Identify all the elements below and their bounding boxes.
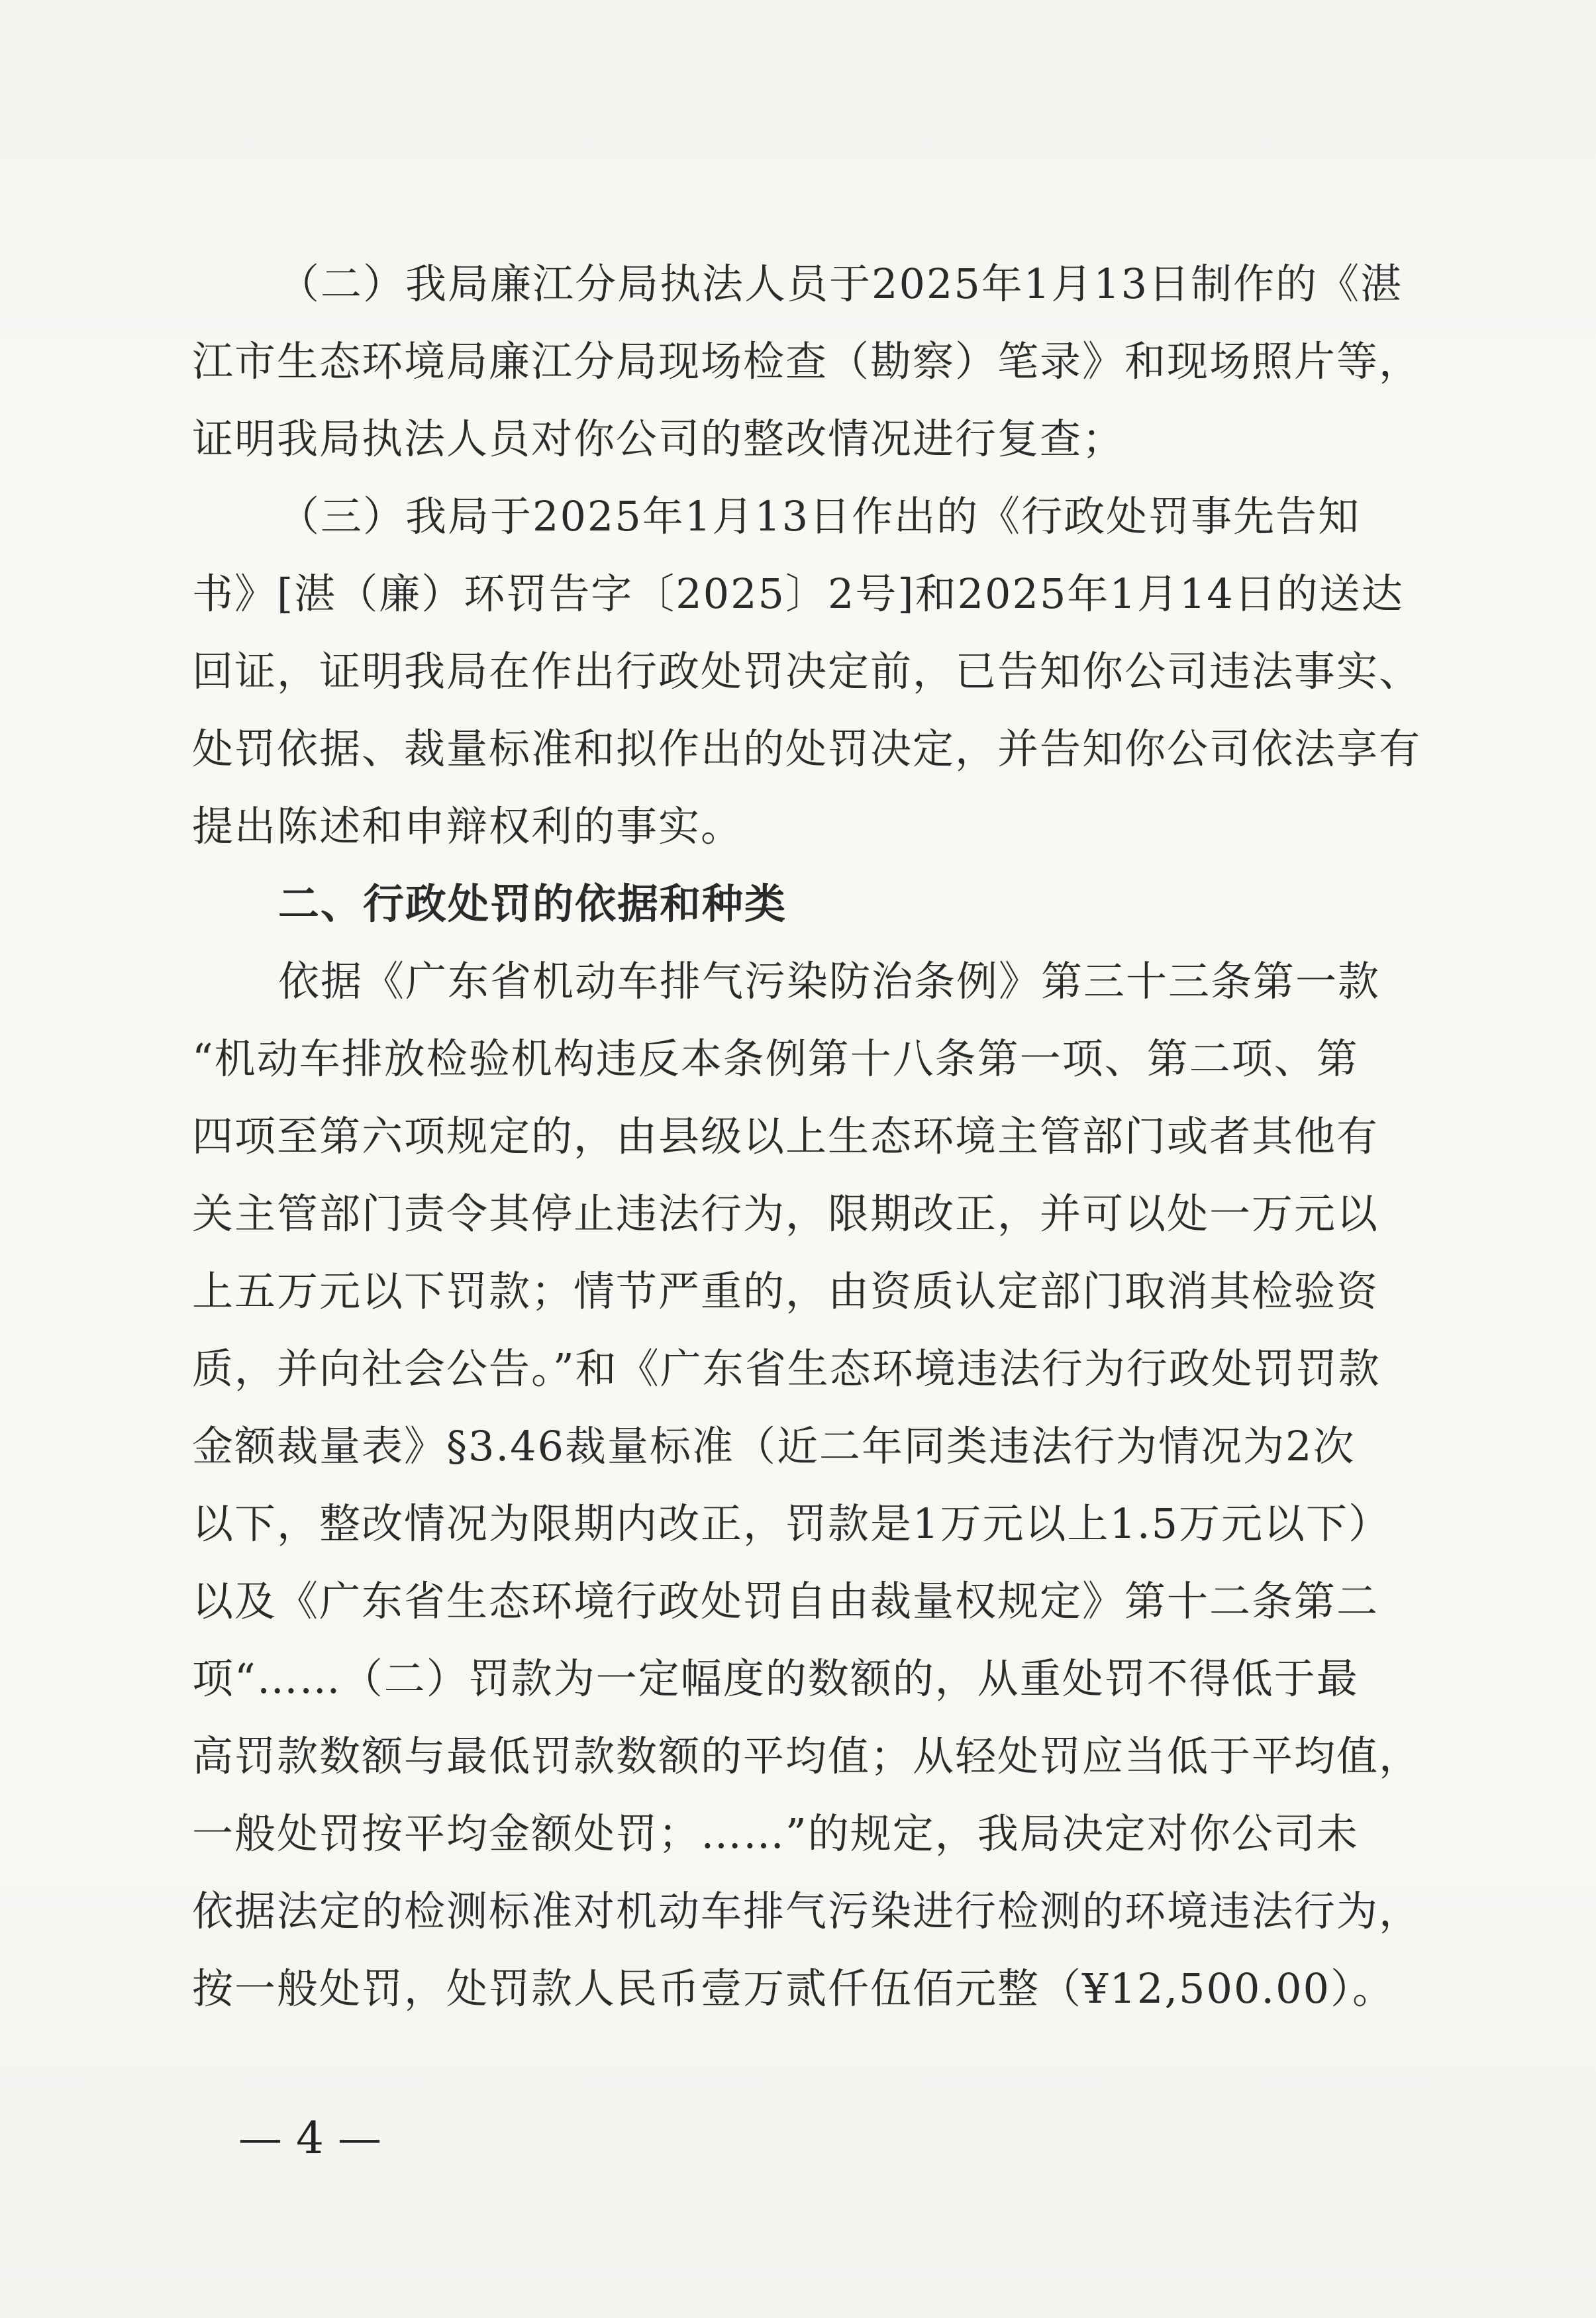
paragraph-line: 处罚依据、裁量标准和拟作出的处罚决定，并告知你公司依法享有: [192, 725, 1422, 773]
body-text: [192, 245, 1444, 2027]
paragraph-line: 质，并向社会公告。”和《广东省生态环境违法行为行政处罚罚款: [192, 1344, 1381, 1393]
paragraph-line: 关主管部门责令其停止违法行为，限期改正，并可以处一万元以: [192, 1189, 1379, 1238]
paragraph-line: 提出陈述和申辩权利的事实。: [192, 802, 744, 850]
paragraph-line: （二）我局廉江分局执法人员于2025年1月13日制作的《湛: [278, 260, 1403, 308]
section-heading: 二、行政处罚的依据和种类: [278, 880, 787, 928]
paragraph-line: 证明我局执法人员对你公司的整改情况进行复查；: [192, 415, 1125, 463]
paragraph-line: 项“……（二）罚款为一定幅度的数额的，从重处罚不得低于最: [192, 1654, 1359, 1703]
paragraph-line: 以下，整改情况为限期内改正，罚款是1万元以上1.5万元以下）: [192, 1499, 1391, 1548]
paragraph-line: 回证，证明我局在作出行政处罚决定前，已告知你公司违法事实、: [192, 647, 1422, 695]
paragraph-line: 按一般处罚，处罚款人民币壹万贰仟伍佰元整（¥12,500.00）。: [192, 1964, 1395, 2013]
paragraph-line: 一般处罚按平均金额处罚；……”的规定，我局决定对你公司未: [192, 1809, 1359, 1858]
paragraph-line: “机动车排放检验机构违反本条例第十八条第一项、第二项、第: [192, 1034, 1359, 1083]
paragraph-line: （三）我局于2025年1月13日作出的《行政处罚事先告知: [278, 492, 1361, 540]
paragraph-line: 上五万元以下罚款；情节严重的，由资质认定部门取消其检验资: [192, 1267, 1379, 1315]
paragraph-line: 金额裁量表》§3.46裁量标准（近二年同类违法行为情况为2次: [192, 1422, 1356, 1470]
paragraph-line: 依据法定的检测标准对机动车排气污染进行检测的环境违法行为，: [192, 1887, 1422, 1935]
paragraph-line: 江市生态环境局廉江分局现场检查（勘察）笔录》和现场照片等，: [192, 337, 1422, 385]
paragraph-line: 以及《广东省生态环境行政处罚自由裁量权规定》第十二条第二: [192, 1577, 1379, 1625]
paragraph-line: 书》[湛（廉）环罚告字〔2025〕2号]和2025年1月14日的送达: [192, 570, 1404, 618]
paragraph-line: 依据《广东省机动车排气污染防治条例》第三十三条第一款: [278, 957, 1381, 1005]
page-number: — 4 —: [238, 2113, 381, 2164]
paragraph-line: 四项至第六项规定的，由县级以上生态环境主管部门或者其他有: [192, 1112, 1379, 1160]
paragraph-line: 高罚款数额与最低罚款数额的平均值；从轻处罚应当低于平均值，: [192, 1732, 1422, 1780]
